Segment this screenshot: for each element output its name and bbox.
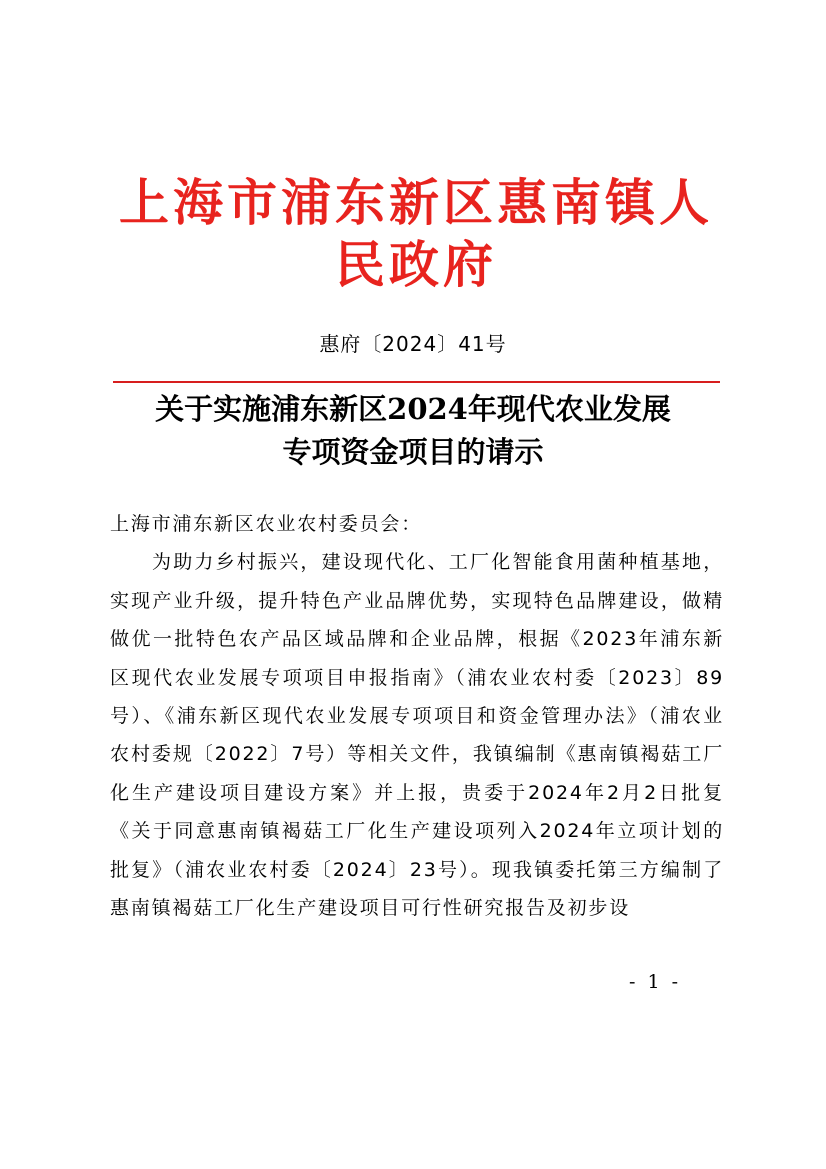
page-number: - 1 -: [628, 971, 681, 993]
document-number: 惠府〔2024〕41号: [319, 332, 507, 356]
body-paragraph: 为助力乡村振兴，建设现代化、工厂化智能食用菌种植基地，实现产业升级，提升特色产业品牌优势，实现特色品牌建设，做精做优一批特色农产品区域品牌和企业品牌，根据《2023年浦东新区现代农业发展专项项目申报指南》（浦农业农村委〔2023〕89号）、《浦东新区现代农业发展专项项目和资金管理办法》（浦农业农村委规〔2022〕7号）等相关文件，我镇编制《惠南镇褐菇工厂化生产建设项目建设方案》并上报，贵委于2024年2月2日批复《关于同意惠南镇褐菇工厂化生产建设项列入2024年立项计划的批复》（浦农业农村委〔2024〕23号）。现我镇委托第三方编制了惠南镇褐菇工厂化生产建设项目可行性研究报告及初步设: [110, 551, 724, 920]
salutation: 上海市浦东新区农业农村委员会：: [110, 513, 423, 535]
red-separator-line: [113, 381, 720, 383]
document-body: [110, 505, 724, 927]
document-title-line-2: 专项资金项目的请示: [282, 435, 544, 469]
document-title: [100, 388, 726, 474]
issuing-authority-heading: 上海市浦东新区惠南镇人民政府: [119, 174, 713, 294]
document-title-line-1: 关于实施浦东新区2024年现代农业发展: [155, 392, 671, 426]
